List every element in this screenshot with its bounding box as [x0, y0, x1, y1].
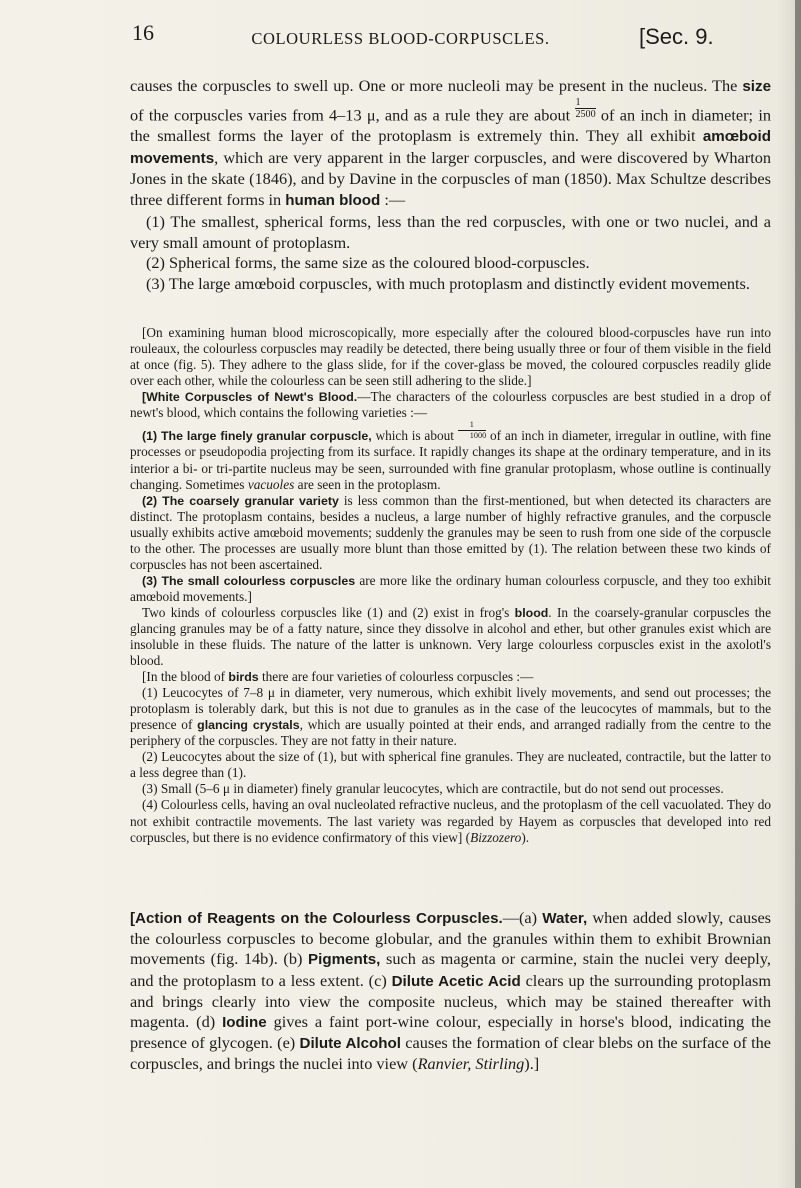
text-run: are more like the ordinary human colourless corpuscle, and they too exhibit amœboid movements.] [130, 572, 771, 604]
bold-term-amoeboid: amœboid movements [130, 128, 771, 167]
text-run: , which are usually pointed at their ends, and arranged radially from the centre to the periphery of the corpuscles. They are not fatty in their nature. [130, 717, 771, 749]
text-run: (4) Colourless cells, having an oval nucleolated refractive nucleus, and the protoplasm of the cell vacuolated. They do not exhibit contractile movements. The last variety was regarded by Hayem as corpuscles that developed into red corpuscles, but there is no evidence confirmatory of this view] ( [130, 797, 771, 845]
reagents-paragraph [130, 908, 771, 1075]
text-run: ). [521, 829, 530, 845]
text-run: when added slowly, causes the colourless corpuscles to become globular, and the granules within them to exhibit Brownian movements (fig. 14b). (b) [130, 908, 772, 969]
text-run: . In the coarsely-granular corpuscles the glancing granules may be of a fatty nature, since they dissolve in alcohol and ether, but other granules exist which are insoluble in these fluids. The nature of the latter is unknown. Very large colourless corpuscles exist in the axolotl's blood. [130, 604, 771, 669]
intro-section [130, 76, 771, 295]
fraction: 1 1000 [458, 421, 486, 440]
bold-term: Water, [542, 910, 588, 927]
text-run: ).] [524, 1054, 540, 1074]
section-reference: [Sec. 9. [639, 24, 714, 49]
text-run: is less common than the first-mentioned, but when detected its characters are distinct. The protoplasm contains, besides a nucleus, a large number of highly refractive granules, and the corpuscle usually exhibits active amœboid movements; suddenly the granules may be seen to rush from one side of the corpuscle to the other. The processes are usually more blunt than those emitted by (1). The relation between these two kinds of corpuscles has not been ascertained. [130, 492, 772, 572]
page-number: 16 [132, 20, 154, 45]
text-run: are seen in the protoplasm. [294, 476, 441, 492]
text-run: such as magenta or carmine, stain the nuclei very deeply, and the protoplasm to a less extent. (c) [130, 949, 771, 990]
italic-term: vacuoles [247, 476, 295, 492]
text-run: of an inch in diameter, irregular in outline, with fine processes or pseudopodia projecting from its surface. It rapidly changes its shape at the ordinary temperature, and in its interior a bi- or tri-partite nucleus may be seen, surrounded with fine granular protoplasm, whose outline is continually changing. Sometimes [130, 428, 772, 492]
note-paragraph [130, 669, 771, 685]
note-paragraph: [On examining human blood microscopically, more especially after the coloured blood-corpuscles have run into rouleaux, the colourless corpuscles may readily be detected, there being usually three or four of them visible in the field at once (fig. 5). They adhere to the glass slide, for if the cover-glass be moved, the coloured corpuscles readily glide over each other, while the colourless can be seen still adhering to the slide.] [130, 325, 771, 389]
text-run: Two kinds of colourless corpuscles like (1) and (2) exist in frog's [142, 604, 515, 620]
text-run: clears up the surrounding protoplasm and brings clearly into view the composite nucleus, which may be stained thereafter with magenta. (d) [130, 970, 771, 1032]
bold-heading: (1) The large finely granular corpuscle, [142, 429, 372, 444]
bold-heading: (2) The coarsely granular variety [142, 493, 339, 508]
bold-heading: (3) The small colourless corpuscles [142, 573, 356, 588]
notes-section [130, 325, 771, 846]
list-item: (3) The large amœboid corpuscles, with much protoplasm and distinctly evident movements. [146, 273, 750, 293]
note-paragraph [130, 797, 771, 845]
list-item: (1) The smallest, spherical forms, less than the red corpuscles, with one or two nuclei, and a very small amount of protoplasm. [130, 211, 771, 252]
text-run: —The characters of the colourless corpuscles are best studied in a drop of newt's blood, which contains the following varieties :— [130, 389, 771, 421]
note-paragraph: (3) Small (5–6 μ in diameter) finely granular leucocytes, which are contractile, but do not send out processes. [142, 781, 724, 797]
text-run: causes the corpuscles to swell up. One or more nucleoli may be present in the nucleus. The [130, 76, 743, 95]
note-paragraph [130, 605, 771, 669]
bold-term: Iodine [222, 1014, 267, 1032]
text-run: —(a) [502, 908, 543, 927]
bold-heading-reagents: [Action of Reagents on the Colourless Corpuscles. [130, 910, 503, 927]
bold-heading-newt: [White Corpuscles of Newt's Blood. [142, 390, 358, 405]
bold-term: birds [228, 670, 259, 685]
note-paragraph: (2) Leucocytes about the size of (1), but with spherical fine granules. They are nucleated, contractile, but the latter to a less degree than (1). [130, 749, 771, 781]
text-run: :— [380, 190, 406, 210]
note-paragraph [130, 389, 771, 421]
text-run: of the corpuscles varies from 4–13 μ, and as a rule they are about [130, 105, 576, 125]
bold-term: blood [514, 605, 549, 620]
text-run: of an inch in diameter; in the smallest forms the layer of the protoplasm is extremely thin. They all exhibit [130, 105, 771, 146]
intro-paragraph [130, 76, 771, 212]
running-title: COLOURLESS BLOOD-CORPUSCLES. [251, 29, 550, 48]
note-paragraph [130, 573, 771, 605]
list-item: (2) Spherical forms, the same size as the coloured blood-corpuscles. [146, 253, 590, 273]
text-run: gives a faint port-wine colour, especially in horse's blood, indicating the presence of glycogen. (e) [130, 1012, 772, 1053]
text-run: which is about [371, 428, 458, 444]
text-run: there are four varieties of colourless corpuscles :— [258, 669, 534, 685]
bold-term: Dilute Acetic Acid [391, 972, 521, 990]
bold-term: Dilute Alcohol [299, 1035, 401, 1053]
italic-author: Bizzozero [470, 829, 522, 845]
note-paragraph [130, 493, 771, 573]
text-run: [In the blood of [142, 669, 229, 685]
text-run: causes the formation of clear blebs on the surface of the corpuscles, and brings the nuclei into view ( [130, 1033, 771, 1074]
bold-term: glancing crystals [197, 718, 300, 733]
text-run: , which are very apparent in the larger corpuscles, and were discovered by Wharton Jones in the skate (1846), and by Davine in the corpuscles of man (1850). Max Schultze describes three different forms in [130, 147, 771, 210]
fraction-denominator: 2500 [575, 108, 596, 120]
note-paragraph [130, 421, 771, 492]
italic-authors: Ranvier, Stirling [417, 1054, 525, 1074]
text-run: (1) Leucocytes of 7–8 μ in diameter, very numerous, which exhibit lively movements, and send out processes; the protoplasm is tolerably dark, but this is not due to granules as in the case of the leucocytes of mammals, but to the presence of [130, 685, 771, 733]
fraction-denominator: 1000 [458, 430, 486, 440]
reagents-section [130, 908, 771, 1075]
bold-term-size: size [742, 78, 771, 95]
page-edge [795, 0, 801, 1188]
page-header [0, 0, 801, 60]
fraction: 1 2500 [575, 96, 596, 120]
bold-term: Pigments, [308, 951, 381, 969]
note-paragraph [130, 685, 771, 749]
bold-term-human-blood: human blood [285, 192, 381, 210]
